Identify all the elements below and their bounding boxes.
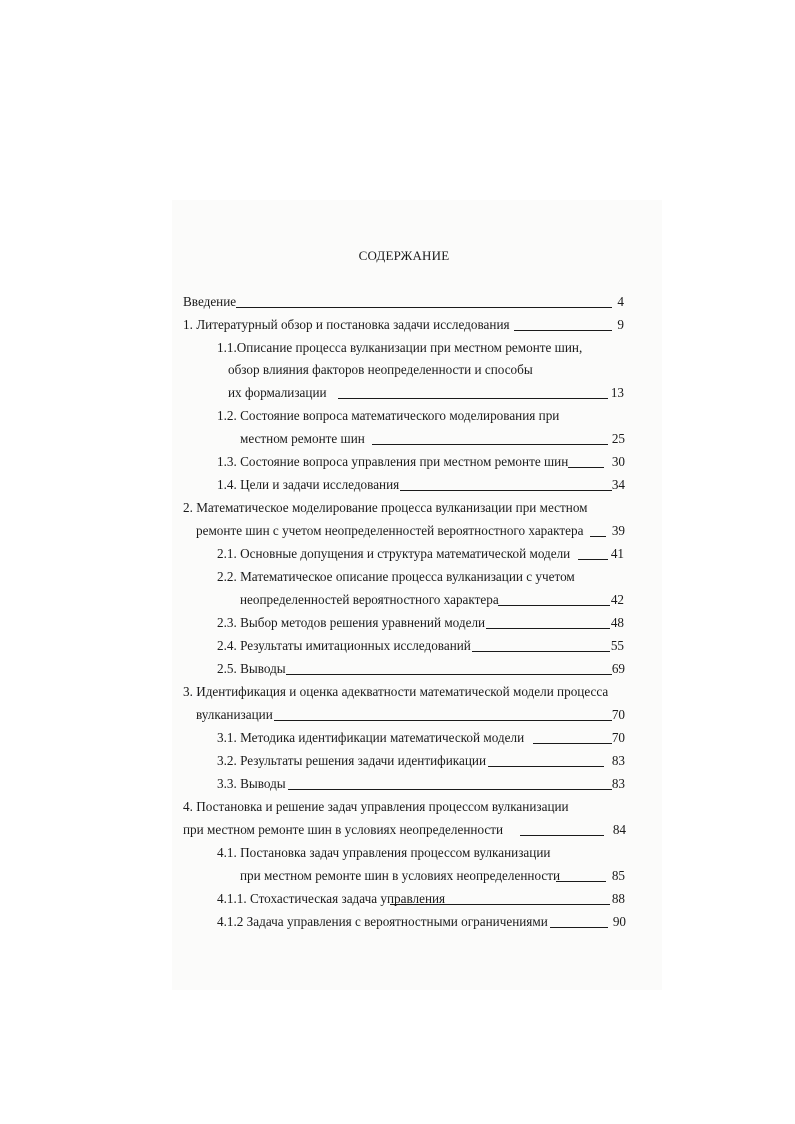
toc-leader-line (274, 709, 612, 721)
toc-page-number: 9 (617, 317, 624, 332)
toc-entry-line: 3.3. Выводы (217, 776, 286, 791)
toc-leader-line (488, 755, 604, 767)
toc-entry-line: 2.5. Выводы (217, 661, 286, 676)
toc-entry-line: местном ремонте шин (240, 431, 365, 446)
toc-entry-line: 1. Литературный обзор и постановка задачи исследования (183, 317, 510, 332)
toc-leader-line (400, 479, 612, 491)
toc-page-number: 84 (612, 822, 626, 837)
toc-entry-line: 1.3. Состояние вопроса управления при местном ремонте шин (217, 454, 569, 469)
toc-leader-line (520, 824, 604, 836)
toc-leader-line (286, 663, 612, 675)
toc-entry-line: 4.1.1. Стохастическая задача управления (217, 891, 446, 906)
toc-page-number: 83 (611, 776, 625, 791)
toc-page-number: 85 (611, 868, 625, 883)
toc-page-number: 90 (612, 914, 626, 929)
toc-entry-line: 2.2. Математическое описание процесса вулканизации с учетом (217, 569, 575, 584)
toc-leader-line (236, 296, 612, 308)
toc-page-number: 83 (611, 753, 625, 768)
toc-entry-line: 3.2. Результаты решения задачи идентификации (217, 753, 486, 768)
toc-page-number: 4 (617, 294, 624, 309)
toc-page-number: 30 (611, 454, 625, 469)
toc-entry-line: 2. Математическое моделирование процесса вулканизации при местном (183, 500, 588, 515)
toc-entry-line: 1.1.Описание процесса вулканизации при местном ремонте шин, (217, 340, 583, 355)
page-title: СОДЕРЖАНИЕ (358, 248, 450, 263)
toc-leader-line (390, 893, 610, 905)
toc-entry-line: 3. Идентификация и оценка адекватности математической модели процесса (183, 684, 609, 699)
toc-leader-line (472, 640, 610, 652)
toc-entry-line: 1.2. Состояние вопроса математического моделирования при (217, 408, 560, 423)
toc-page-number: 70 (611, 730, 625, 745)
toc-page-number: 42 (610, 592, 624, 607)
toc-page-number: 25 (611, 431, 625, 446)
toc-leader-line (372, 433, 608, 445)
toc-entry-line: при местном ремонте шин в условиях неопределенности (183, 822, 504, 837)
toc-leader-line (338, 387, 608, 399)
toc-entry-line: 4.1. Постановка задач управления процессом вулканизации (217, 845, 551, 860)
toc-page-number: 13 (610, 385, 624, 400)
toc-page-number: 48 (610, 615, 624, 630)
toc-leader-line (486, 617, 610, 629)
toc-entry-line: при местном ремонте шин в условиях неопределенности (240, 868, 561, 883)
toc-entry-line: Введение (183, 294, 237, 309)
toc-page-number: 88 (611, 891, 625, 906)
toc-entry-line: 2.3. Выбор методов решения уравнений модели (217, 615, 486, 630)
toc-entry-line: ремонте шин с учетом неопределенностей вероятностного характера (196, 523, 584, 538)
toc-entry-line: 4. Постановка и решение задач управления процессом вулканизации (183, 799, 569, 814)
toc-entry-line: обзор влияния факторов неопределенности и способы (228, 362, 533, 377)
toc-entry-line: вулканизации (196, 707, 273, 722)
toc-page-number: 41 (610, 546, 624, 561)
toc-entry-line: 1.4. Цели и задачи исследования (217, 477, 400, 492)
toc-page-number: 70 (611, 707, 625, 722)
toc-entry-line: 2.1. Основные допущения и структура математической модели (217, 546, 571, 561)
toc-page-number: 34 (611, 477, 625, 492)
toc-entry-line: 3.1. Методика идентификации математической модели (217, 730, 525, 745)
toc-entry-line: 4.1.2 Задача управления с вероятностными ограничениями (217, 914, 548, 929)
toc-page-number: 55 (610, 638, 624, 653)
toc-leader-line (288, 778, 612, 790)
toc-entry-line: их формализации (228, 385, 327, 400)
toc-entry-line: 2.4. Результаты имитационных исследований (217, 638, 471, 653)
toc-entry-line: неопределенностей вероятностного характера (240, 592, 499, 607)
toc-page-number: 69 (611, 661, 625, 676)
toc-page-number: 39 (611, 523, 625, 538)
